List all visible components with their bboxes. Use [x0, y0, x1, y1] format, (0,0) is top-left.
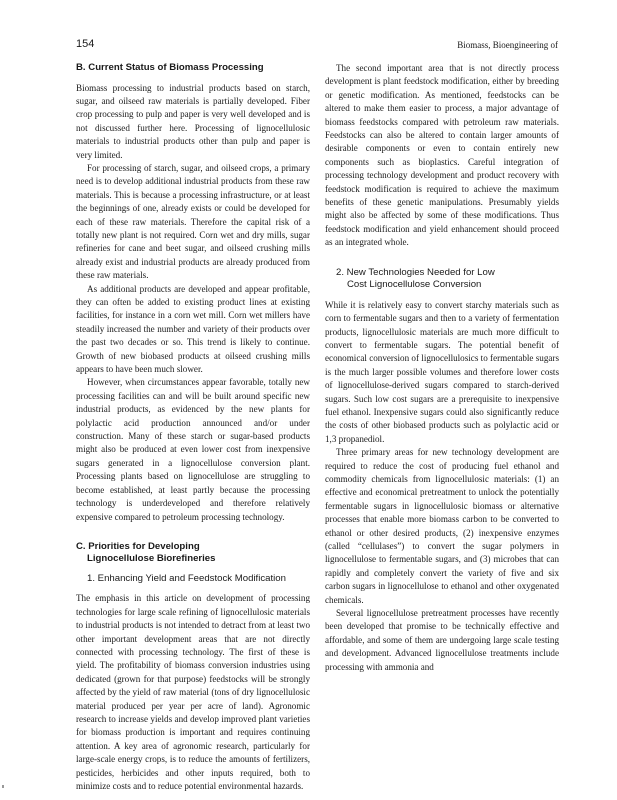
page-number: 154 — [76, 38, 95, 50]
paragraph: However, when circumstances appear favorable, totally new processing facilities can and will be built around specific new industrial products, as evidenced by the new plants for polylactic acid production announced and/or under construction. Many of these starch or sugar-based products might also be produced at even lower cost from inexpensive sugars generated in a lignocellulose conversion plant. Processing plants based on lignocellulose are struggling to become established, at least partly because the processing technology is underdeveloped and therefore relatively expensive compared to petroleum processing technology. — [76, 377, 310, 522]
paragraph: Three primary areas for new technology development are required to reduce the cost of producing fuel ethanol and commodity chemicals from lignocellulosic materials: (1) an effective and economical pretreatment to unlock the potentially fermentable sugars in lignocellulosic biomass or alternative processes that enable more biomass carbon to be converted to ethanol or other desired products, (2) inexpensive enzymes (called “cellulases”) to convert the sugar polymers in lignocellulose to fermentable sugars, and (3) microbes that can rapidly and completely convert the variety of five and six carbon sugars in lignocellulose to ethanol and other oxygenated chemicals. — [325, 447, 559, 605]
section-b-heading: B. Current Status of Biomass Processing — [76, 62, 264, 73]
paragraph: While it is relatively easy to convert starchy materials such as corn to fermentable sugars and then to a variety of fermentation products, lignocellulosic materials are much more difficult to convert to fermentable sugars. The potential benefit of economical conversion of lignocellulosics to fermentable sugars is the much larger possible volumes and therefore lower costs of lignocellulose-derived sugars compared to starch-derived sugars. Such low cost sugars are a prerequisite to inexpensive fuel ethanol. Inexpensive sugars could also significantly reduce the costs of other biobased products such as polylactic acid or 1,3 propanediol. — [325, 299, 559, 444]
paragraph: The emphasis in this article on development of processing technologies for large scale refining of lignocellulosic materials to industrial products is not intended to detract from at least two other important development areas that are not directly connected with processing technology. The first of these is yield. The profitability of biomass conversion industries using dedicated (grown for that purpose) feedstocks will be strongly affected by the yield of raw material (tons of dry lignocellulosic material produced per year per acre of land). Agronomic research to increase yields and develop improved plant varieties for biomass production is important and requires continuing attention. A key area of agronomic research, particularly for large-scale energy crops, is to reduce the amounts of fertilizers, pesticides, herbicides and other inputs required, both to minimize costs and to reduce potential environmental hazards. — [76, 593, 310, 792]
paragraph: Biomass processing to industrial products based on starch, sugar, and oilseed raw materials is partially developed. Fiber crop processing to pulp and paper is very well developed and is not discussed further here. Processing of lignocellulosic materials to industrial products other than pulp and paper is very limited. — [76, 82, 310, 160]
paragraph: The second important area that is not directly process development is plant feedstock modification, either by breeding or genetic modification. As mentioned, feedstocks can be altered to make them easier to process, a major advantage of biomass feedstocks compared with petroleum raw materials. Feedstocks can also be altered to contain larger amounts of desirable components or even to contain entirely new components such as bioplastics. Careful integration of processing technology development and product recovery with feedstock modification is required to achieve the maximum benefits of these genetic manipulations. Presumably yields might also be affected by some of these modifications. Thus feedstock modification and yield enhancement should proceed as an integrated whole. — [325, 63, 559, 248]
subsection-1-heading: 1. Enhancing Yield and Feedstock Modification — [87, 572, 286, 584]
subsection-2-heading-line2: Cost Lignocellulose Conversion — [347, 279, 482, 291]
subsection-2-heading — [325, 267, 559, 292]
paragraph: For processing of starch, sugar, and oilseed crops, a primary need is to develop additional industrial products from these raw materials. This is because a processing infrastructure, or at least the beginnings of one, already exists or could be developed for each of these raw materials. Therefore the capital risk of a totally new plant is not required. Corn wet and dry mills, sugar refineries for cane and beet sugar, and oilseed crushing mills already exist and industrial products are already produced from these raw materials. — [76, 162, 310, 281]
subsection-2-heading-line1: 2. New Technologies Needed for Low — [336, 266, 495, 278]
section-c-heading-line2: Lignocellulose Biorefineries — [87, 553, 216, 565]
paragraph: Several lignocellulose pretreatment processes have recently been developed that promise to be technically effective and affordable, and some of them are undergoing large scale testing and development. Advanced lignocellulose treatments include processing with ammonia and — [325, 608, 559, 672]
section-c-heading — [76, 541, 310, 566]
running-title: Biomass, Bioengineering of — [457, 40, 558, 50]
section-c-heading-line1: C. Priorities for Developing — [76, 540, 200, 552]
paragraph: As additional products are developed and appear profitable, they can often be added to existing product lines at existing facilities, for instance in a corn wet mill. Corn wet millers have steadily increased the number and variety of their products over the past two decades or so. This trend is likely to continue. Growth of new biobased products at oilseed crushing mills appears to have been much slower. — [76, 283, 310, 375]
margin-mark — [2, 785, 4, 788]
left-column — [76, 62, 310, 794]
right-column — [325, 62, 559, 674]
